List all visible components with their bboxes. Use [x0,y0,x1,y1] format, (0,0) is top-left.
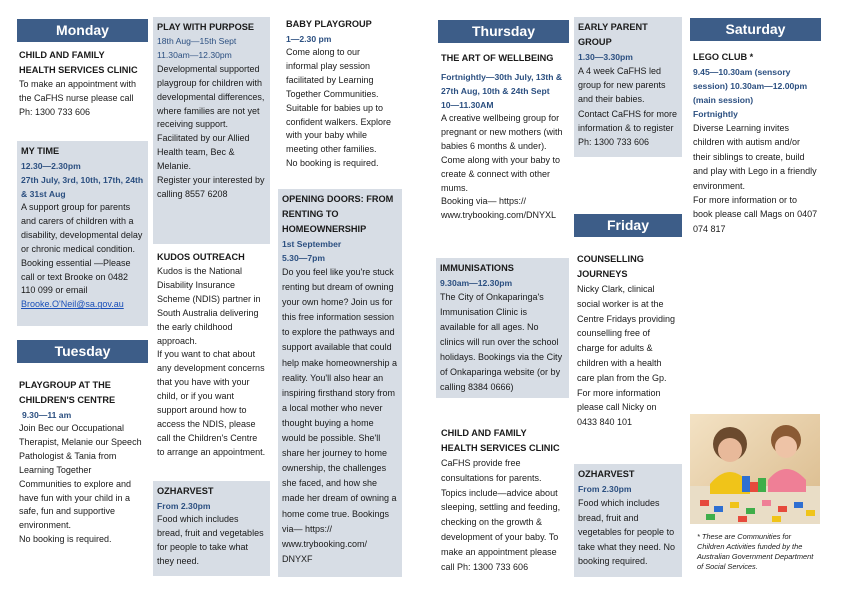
wellbeing-booking: Booking via— https:// [441,196,527,207]
ozharvest-body: Food which includes bread, fruit and vegetables for people to take what they need. [157,514,264,566]
thursday-chfs-title-1: CHILD AND FAMILY [441,428,527,438]
immunisations-title: IMMUNISATIONS [440,263,514,273]
opening-doors-date: 1st September [282,239,342,249]
early-parent-body: A 4 week CaFHS led group for new parents and their babies. Contact CaFHS for more information & to register Ph: 1300 733 606 [578,66,678,148]
baby-playgroup-time: 1—2.30 pm [286,34,332,44]
friday-column [574,214,682,430]
early-parent-box [574,17,682,157]
my-time-body: A support group for parents and carers of children with a disability, developmental delay or chronic medical condition. Booking essential —Please call or text Brooke on 0482 110 099 or email [21,202,143,296]
immunisations-time: 9.30am—12.30pm [440,278,513,288]
lego-time: 9.45—10.30am (sensory session) 10.30am—12.00pm (main session) [693,67,808,105]
friday-heading: Friday [574,214,682,237]
my-time-title: MY TIME [21,146,60,156]
ozharvest-tuesday-box [153,481,270,576]
play-with-purpose-register: Register your interested by calling 8557 6208 [157,175,265,199]
footnote: * These are Communities for Children Activities funded by the Australian Government Department of Social Services. [697,532,814,571]
play-with-purpose-title: PLAY WITH PURPOSE [157,22,254,32]
play-with-purpose-body: Developmental supported playgroup for children with developmental differences, where families are not yet receiving support. Facilitated by our Allied Health team, Bec & Melanie. [157,63,265,172]
kudos-body-2: If you want to chat about any development concerns that you have with your child, or if you want support around how to access the NDIS, please call the Children's Centre to arrange an appointment. [157,349,266,457]
monday-heading: Monday [17,19,148,42]
my-time-box [17,141,148,326]
ozharvest-title: OZHARVEST [157,486,214,496]
monday-chfs-body: To make an appointment with the CaFHS nurse please call Ph: 1300 733 606 [19,79,137,117]
thursday-column [438,20,569,223]
opening-doors-title-2: RENTING TO [282,209,339,219]
monday-chfs-title-2: HEALTH SERVICES CLINIC [19,65,138,75]
monday-column [17,19,148,120]
play-with-purpose-box [153,17,270,244]
friday-ozharvest-time: From 2.30pm [578,484,632,494]
tuesday-playgroup-time: 9.30—11 am [22,410,72,420]
lego-photo [690,414,820,524]
immunisations-body: The City of Onkaparinga's Immunisation Clinic is available for all ages. No clinics will run over the school holidays. Bookings via the City of Onkaparinga website (or by calling 8384 0666) [440,292,563,392]
opening-doors-link[interactable]: www.trybooking.com/ [282,538,368,549]
tuesday-playgroup-body: Join Bec our Occupational Therapist, Melanie our Speech Pathologist & Tania from Learning Together Communities to explore and have fun with your child in a safe, fun and supportive environment. [19,423,142,531]
kudos-title: KUDOS OUTREACH [157,252,245,262]
wellbeing-dates: Fortnightly—30th July, 13th & 27th Aug, 10th & 24th Sept [441,72,563,96]
lego-contact: For more information or to book please call Mags on 0407 074 817 [693,195,818,234]
baby-playgroup-note: No booking is required. [286,158,379,169]
ozharvest-friday-box [574,464,682,577]
thursday-chfs-title-2: HEALTH SERVICES CLINIC [441,443,560,453]
tuesday-heading: Tuesday [17,340,148,363]
my-time-email-link[interactable]: Brooke.O'Neil@sa.gov.au [21,299,124,310]
opening-doors-link-2[interactable]: DNYXF [282,553,313,564]
early-parent-title-1: EARLY PARENT [578,22,648,32]
children-playing-lego-image [690,414,820,524]
friday-ozharvest-body: Food which includes bread, fruit and vegetables for people to take what they need. No booking required. [578,498,676,567]
immunisations-box [436,258,569,398]
counselling-title-1: COUNSELLING [577,254,644,264]
lego-title: LEGO CLUB * [693,52,754,62]
thursday-chfs-body: CaFHS provide free consultations for parents. Topics include—advice about sleeping, settling and feeding, checking on the growth & development of your baby. To make an appointment please call Ph: 1300 733 606 [441,458,561,572]
early-parent-time: 1.30—3.30pm [578,52,633,62]
tuesday-playgroup-note: No booking is required. [19,534,112,545]
opening-doors-time: 5.30—7pm [282,253,325,263]
play-with-purpose-time: 11.30am—12.30pm [157,49,232,60]
friday-ozharvest-title: OZHARVEST [578,469,635,479]
my-time-time: 12.30—2.30pm [21,161,81,171]
opening-doors-box [278,189,402,577]
counselling-title-2: JOURNEYS [577,269,628,279]
tuesday-playgroup-title-1: PLAYGROUP AT THE [19,380,111,390]
kudos-body-1: Kudos is the National Disability Insurance Scheme (NDIS) partner in South Australia delivering the early childhood approach. [157,266,261,346]
opening-doors-body: Do you feel like you're stuck renting but dream of owning your own home? Join us for this free information session to explore the pathways and support available that could help make homeownership a reality. You'll also hear an inspiring firsthand story from a local mother who never thought buying a home would be possible. She'll share her journey to home ownership, the challenges she faced, and how she made her dream of owning a home come true. Bookings via— https:// [282,267,398,534]
monday-chfs-title-1: CHILD AND FAMILY [19,50,105,60]
thursday-heading: Thursday [438,20,569,43]
early-parent-title-2: GROUP [578,37,612,47]
lego-body: Diverse Learning invites children with autism and/or their siblings to create, build and play with Lego in a friendly environment. [693,123,817,191]
baby-playgroup-title: BABY PLAYGROUP [286,19,372,29]
saturday-column [690,18,821,236]
kudos-section [153,250,270,460]
tuesday-column [17,340,148,547]
lego-frequency: Fortnightly [693,109,738,119]
wellbeing-time: 10—11.30AM [441,100,494,110]
thursday-chfs-section [438,426,569,574]
wellbeing-title: THE ART OF WELLBEING [441,53,554,63]
my-time-dates: 27th July, 3rd, 10th, 17th, 24th & 31st Aug [21,175,144,199]
opening-doors-title-1: OPENING DOORS: FROM [282,194,394,204]
wellbeing-body: A creative wellbeing group for pregnant or new mothers (with babies 6 months & under). Come along with your baby to create & connect with other mums. [441,113,563,193]
counselling-body: Nicky Clark, clinical social worker is at the Centre Fridays providing counselling free of charge for adults & children with a health care plan from the Gp. For more information please call Nicky on 0433 840 101 [577,284,676,428]
saturday-heading: Saturday [690,18,821,41]
baby-playgroup-body: Come along to our informal play session facilitated by Learning Together Communities. Suitable for babies up to confident walkers. Explore with your baby while meeting other families. [286,47,392,155]
ozharvest-time: From 2.30pm [157,501,211,511]
tuesday-playgroup-title-2: CHILDREN'S CENTRE [19,395,116,405]
baby-playgroup-section [278,17,402,171]
opening-doors-title-3: HOMEOWNERSHIP [282,224,367,234]
wellbeing-link[interactable]: www.trybooking.com/DNYXL [441,210,557,221]
play-with-purpose-dates: 18th Aug—15th Sept [157,36,237,46]
